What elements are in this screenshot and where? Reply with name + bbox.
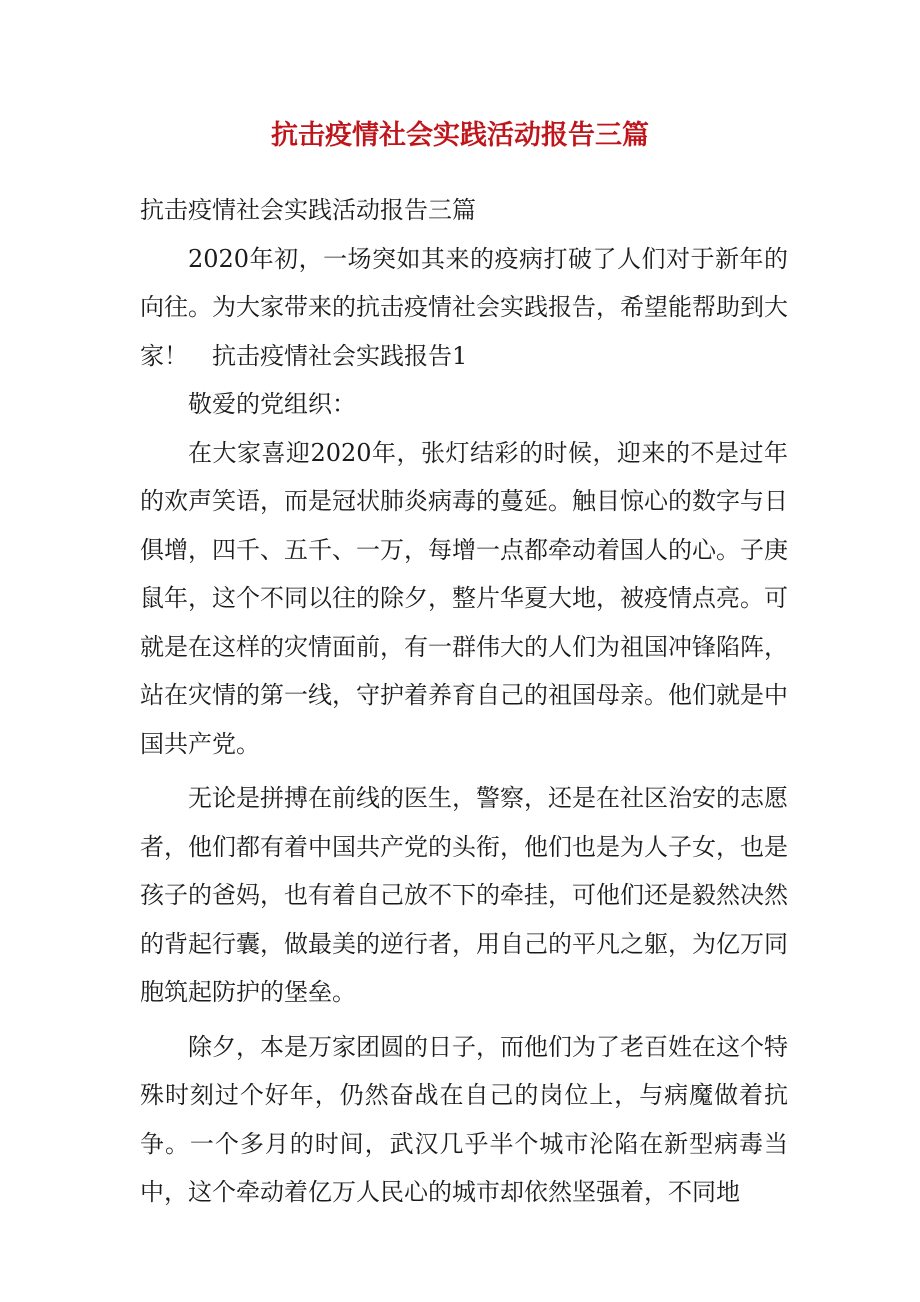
body-paragraph-1: 在大家喜迎2020年，张灯结彩的时候，迎来的不是过年的欢声笑语，而是冠状肺炎病毒的蔓延。触目惊心的数字与日俱增，四千、五千、一万，每增一点都牵动着国人的心。子庚鼠年，这个不同以往的除夕，整片华夏大地，被疫情点亮。可就是在这样的灾情面前，有一群伟大的人们为祖国冲锋陷阵，站在灾情的第一线，守护着养育自己的祖国母亲。他们就是中国共产党。: [140, 438, 788, 758]
body-paragraph-3: 除夕，本是万家团圆的日子，而他们为了老百姓在这个特殊时刻过个好年，仍然奋战在自己的岗位上，与病魔做着抗争。一个多月的时间，武汉几乎半个城市沦陷在新型病毒当中，这个牵动着亿万人民心的城市却依然坚强着，不同地: [140, 1032, 788, 1206]
body-paragraph-2: 无论是拼搏在前线的医生，警察，还是在社区治安的志愿者，他们都有着中国共产党的头衔，他们也是为人子女，也是孩子的爸妈，也有着自己放不下的牵挂，可他们还是毅然决然的背起行囊，做最美的逆行者，用自己的平凡之躯，为亿万同胞筑起防护的堡垒。: [140, 784, 788, 1006]
document-body: [140, 186, 788, 1217]
subtitle-paragraph: 抗击疫情社会实践活动报告三篇: [140, 196, 476, 224]
intro-paragraph: 2020年初，一场突如其来的疫病打破了人们对于新年的向往。为大家带来的抗击疫情社会实践报告，希望能帮助到大家！ 抗击疫情社会实践报告1: [140, 244, 788, 370]
salutation-paragraph: 敬爱的党组织：: [188, 390, 356, 418]
document-title: 抗击疫情社会实践活动报告三篇: [271, 120, 649, 151]
